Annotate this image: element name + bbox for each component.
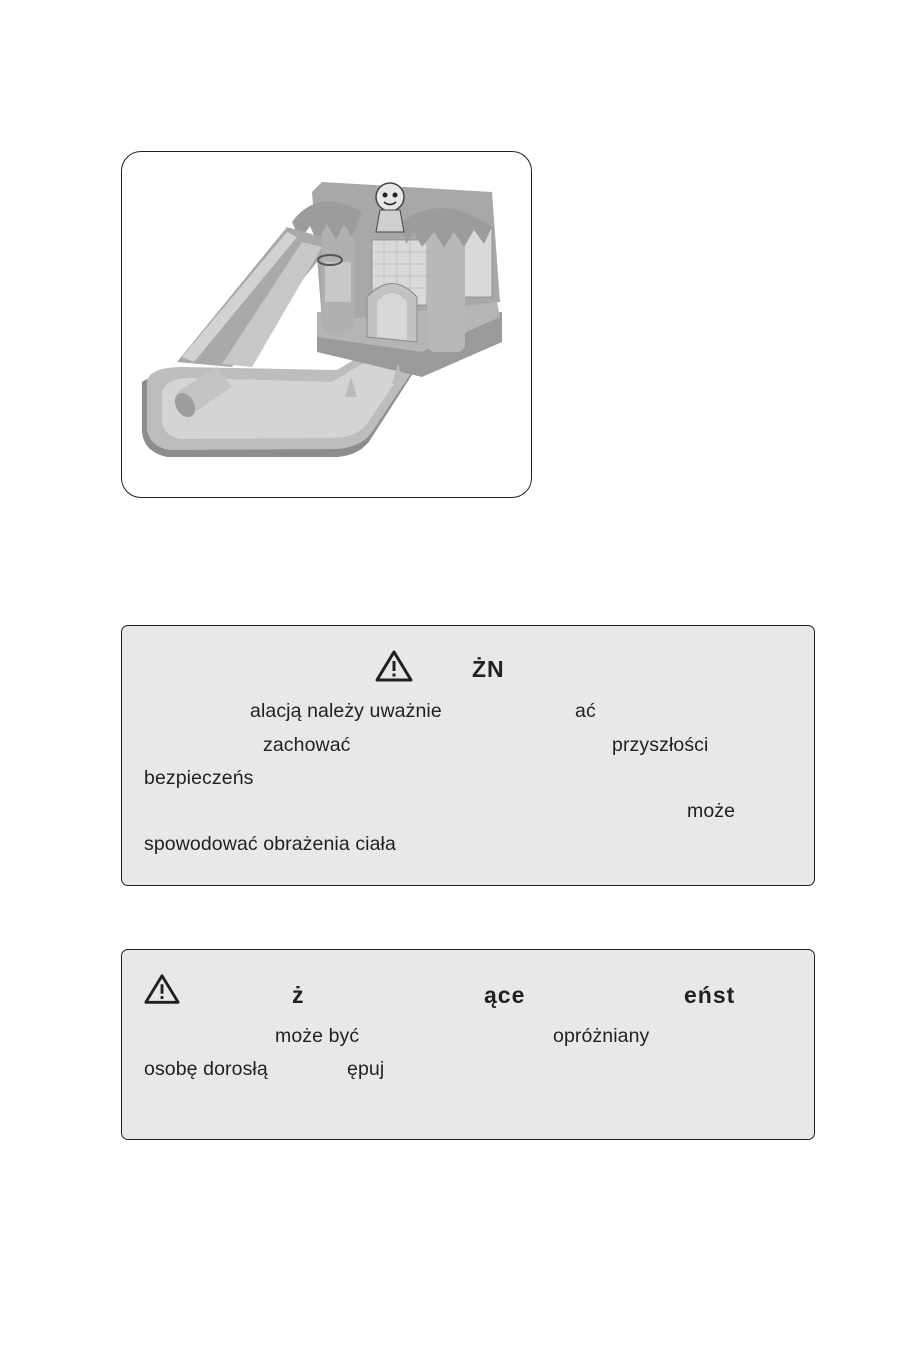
notice-text-fragment: zachować (263, 734, 351, 756)
notice-text-fragment: ępuj (347, 1058, 385, 1080)
notice-text-fragment: może być (275, 1025, 360, 1047)
notice-heading-fragment: ące (484, 982, 526, 1008)
notice-heading-fragment: ż (292, 982, 305, 1008)
notice-text-fragment: bezpieczeńs (144, 767, 254, 789)
notice-heading: ŻN (472, 656, 505, 682)
notice-heading-fragment: eńst (684, 982, 736, 1008)
notice-text-fragment: ać (575, 700, 596, 722)
notice-text-fragment: osobę dorosłą (144, 1058, 268, 1080)
warning-triangle-icon (374, 649, 414, 683)
notice-text-fragment: może (687, 800, 736, 822)
inflatable-water-slide-illustration (122, 152, 531, 497)
notice-text-fragment: opróżniany (553, 1025, 650, 1047)
notice-text-fragment: alacją należy uważnie (250, 700, 442, 722)
safety-notice-box (121, 949, 815, 1140)
notice-text-fragment: spowodować obrażenia ciała (144, 833, 396, 855)
warning-triangle-icon (143, 972, 181, 1006)
product-image-frame (121, 151, 532, 498)
warning-notice-box (121, 625, 815, 886)
notice-text-fragment: przyszłości (612, 734, 709, 756)
